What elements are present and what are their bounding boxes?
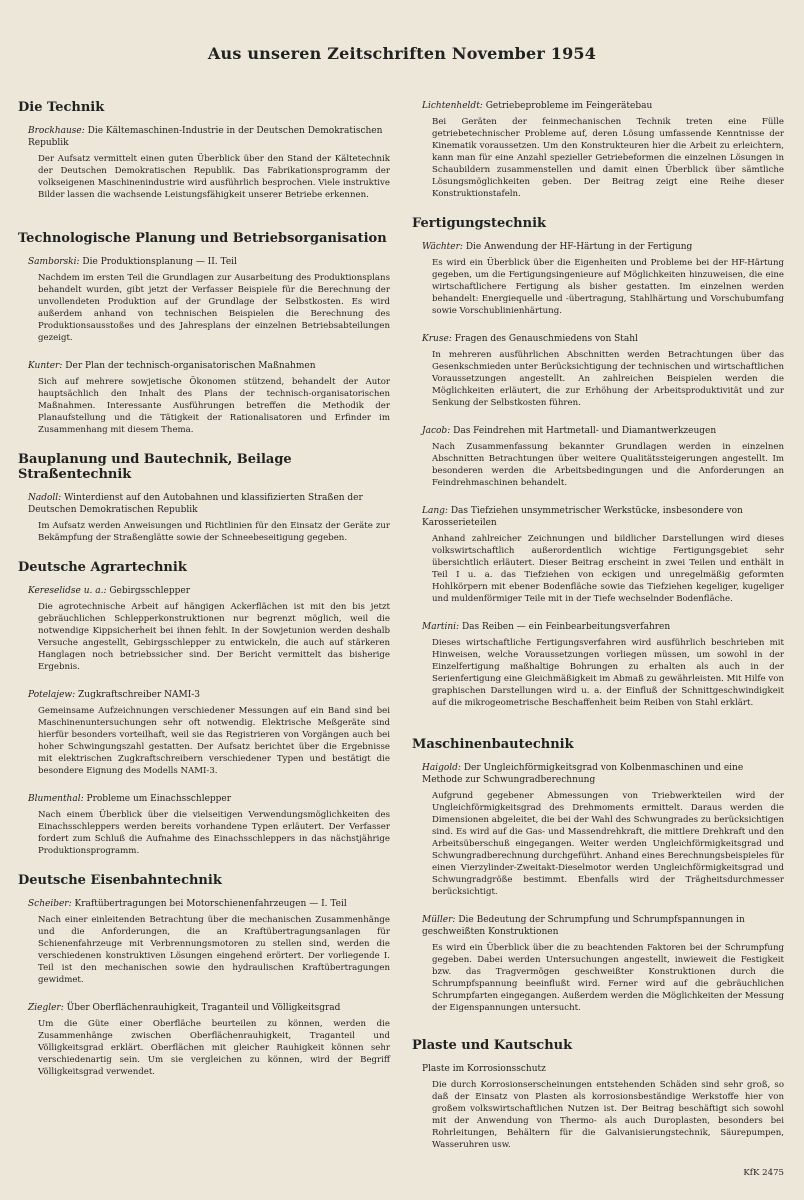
article-body: Aufgrund gegebener Abmessungen von Triebwerkteilen wird der Ungleichförmigkeitsgrad des Drehmoments ermittelt. Daraus werden die Dimensionen abgeleitet, die bei der Wahl des Schwungrades zu berücksichtigen sind. Es wird auf die Gas- und Massendrehkraft, die mittlere Drehkraft und den Arbeitsüberschuß eingegangen. Weiter werden Ungleichförmigkeitsgrad und Schwungradberechnung durchgeführt. Anhand eines Berechnungsbeispieles für einen Vierzylinder-Zweitakt-Dieselmotor werden Ungleichförmigkeitsgrad und Schwungradgröße bestimmt. Ebenfalls wird der Trägheitsdurchmesser berücksichtigt. xyxy=(432,791,784,897)
article xyxy=(28,360,390,436)
article-body: Es wird ein Überblick über die Eigenheiten und Probleme bei der HF-Härtung gegeben, um die Fertigungsingenieure auf Möglichkeiten hinzuweisen, die eine wirtschaftlichere Fertigung als bisher gestatten. Im einzelnen werden behandelt: Energiequelle und -übertragung, Stahlhärtung und Vorschubumfang sowie Vorschublinienhärtung. xyxy=(432,258,784,316)
section-heading: Fertigungstechnik xyxy=(412,216,547,231)
article-header xyxy=(28,585,390,597)
article-body: Sich auf mehrere sowjetische Ökonomen stützend, behandelt der Autor hauptsächlich den Inhalt des Plans der technisch-organisatorischen Maßnahmen. Interessante Ausführungen betreffen die Methodik der Planaufstellung und die Tätigkeit der Rationalisatoren und Erfinder im Zusammenhang mit diesem Thema. xyxy=(38,377,390,435)
article-title: Das Tiefziehen unsymmetrischer Werkstücke, insbesondere von Karosserieteilen xyxy=(422,506,743,528)
article-body: In mehreren ausführlichen Abschnitten werden Betrachtungen über das Gesenkschmieden unter Berücksichtigung der technischen und wirtschaftlichen Voraussetzungen angestellt. An zahlreichen Beispielen werden die Möglichkeiten erläutert, die zur Erhöhung der Arbeitsproduktivität und zur Senkung der Selbstkosten führen. xyxy=(432,350,784,408)
article xyxy=(28,793,390,857)
article xyxy=(422,425,784,489)
article xyxy=(28,689,390,777)
section-heading: Die Technik xyxy=(18,100,105,115)
article-author: Wächter: xyxy=(422,242,463,252)
article-author: Ziegler: xyxy=(28,1003,64,1013)
article-title: Winterdienst auf den Autobahnen und klassifizierten Straßen der Deutschen Demokratischen Republik xyxy=(28,493,363,515)
article-author: Potelajew: xyxy=(28,690,76,700)
article-body: Nach einem Überblick über die vielseitigen Verwendungsmöglichkeiten des Einachsschleppers werden bereits vorhandene Typen erläutert. Der Verfasser fordert zum Schluß die Aufnahme des Einachsschleppers in das nächstjährige Produktionsprogramm. xyxy=(38,810,390,856)
section xyxy=(412,1038,784,1151)
article-title: Probleme um Einachsschlepper xyxy=(86,794,232,804)
article-author: Scheiber: xyxy=(28,899,72,909)
article xyxy=(422,762,784,898)
page-title: Aus unseren Zeitschriften November 1954 xyxy=(207,44,597,63)
article-title: Gebirgsschlepper xyxy=(109,586,191,596)
article-body: Nach Zusammenfassung bekannter Grundlagen werden in einzelnen Abschnitten Betrachtungen über weitere Qualitätssteigerungen angestellt. Im besonderen werden die Arbeitsbedingungen und die Anforderungen an Feindrehmaschinen behandelt. xyxy=(432,442,784,488)
article-body: Gemeinsame Aufzeichnungen verschiedener Messungen auf ein Band sind bei Maschinenuntersuchungen sehr oft notwendig. Elektrische Meßgeräte sind hierfür besonders vorteilhaft, weil sie das Registrieren von Vorgängen auch bei hoher Schwingungszahl gestatten. Der Aufsatz berichtet über die Ergebnisse mit elektrischen Zugkraftschreibern verschiedener Typen und bestätigt die besondere Eignung des Modells NAMI-3. xyxy=(38,706,390,776)
section xyxy=(412,216,784,709)
article-header xyxy=(422,333,784,345)
article-body: Im Aufsatz werden Anweisungen und Richtlinien für den Einsatz der Geräte zur Bekämpfung der Straßenglätte sowie der Schneebeseitigung gegeben. xyxy=(38,521,390,543)
article-header xyxy=(422,1063,784,1075)
article-header xyxy=(422,100,784,112)
article-title: Die Anwendung der HF-Härtung in der Fertigung xyxy=(465,242,693,252)
article xyxy=(28,492,390,544)
article-author: Lang: xyxy=(422,506,448,516)
article-body: Nachdem im ersten Teil die Grundlagen zur Ausarbeitung des Produktionsplans behandelt wurden, gibt jetzt der Verfasser Beispiele für die Berechnung der unvollendeten Produktion auf der Grundlage der Selbstkosten. Es wird außerdem anhand von technischen Beispielen die Berechnung des Produktionsausstoßes und des Jahresplans der einzelnen Betriebsabteilungen gezeigt. xyxy=(38,273,390,343)
article-title: Der Plan der technisch-organisatorischen Maßnahmen xyxy=(65,361,316,371)
article-author: Martini: xyxy=(422,622,460,632)
article-title: Das Feindrehen mit Hartmetall- und Diamantwerkzeugen xyxy=(453,426,717,436)
footer-code: KfK 2475 xyxy=(743,1168,784,1178)
article-title: Der Ungleichförmigkeitsgrad von Kolbenmaschinen und eine Methode zur Schwungradberechnung xyxy=(422,763,744,785)
article-header xyxy=(422,762,784,786)
article-title: Die Kältemaschinen-Industrie in der Deutschen Demokratischen Republik xyxy=(28,126,383,148)
article-body: Die durch Korrosionserscheinungen entstehenden Schäden sind sehr groß, so daß der Einsatz von Plasten als korrosionsbeständige Werkstoffe hier von großem volkswirtschaftlichen Nutzen ist. Der Beitrag beschäftigt sich sowohl mit der Anwendung von Thermo- als auch Duroplasten, besonders bei Rohrleitungen, Behältern für die Galvanisierungstechnik, Säurepumpen, Wasseruhren usw. xyxy=(432,1080,784,1150)
article-header xyxy=(28,793,390,805)
article xyxy=(422,333,784,409)
left-column xyxy=(18,100,390,1094)
article-header xyxy=(422,425,784,437)
article-author: Kereselidse u. a.: xyxy=(28,586,107,596)
article-header xyxy=(422,914,784,938)
article-body: Die agrotechnische Arbeit auf hängigen Ackerflächen ist mit den bis jetzt gebräuchlichen Schlepperkonstruktionen nur begrenzt möglich, weil die notwendige Kippsicherheit bei ihnen fehlt. In der Sowjetunion werden deshalb Versuche angestellt, Gebirgsschlepper zu entwickeln, die auch auf stärkeren Hanglagen noch betriebssicher sind. Der Bericht vermittelt das bisherige Ergebnis. xyxy=(38,602,390,672)
article-body: Bei Geräten der feinmechanischen Technik treten eine Fülle getriebetechnischer Probleme auf, deren Lösung umfassende Kenntnisse der Kinematik voraussetzen. Um den Konstrukteuren hier die Arbeit zu erleichtern, kann man für eine Anzahl spezieller Getriebeformen die einzelnen Lösungen in Schaubildern zusammenstellen und damit einen Überblick über sämtliche Lösungsmöglichkeiten geben. Der Beitrag zeigt eine Reihe dieser Konstruktionstafeln. xyxy=(432,117,784,199)
article-author: Müller: xyxy=(422,915,456,925)
article xyxy=(422,241,784,317)
article-title: Fragen des Genauschmiedens von Stahl xyxy=(454,334,638,344)
section xyxy=(412,737,784,1014)
article-header xyxy=(28,360,390,372)
article xyxy=(28,585,390,673)
article-author: Nadoll: xyxy=(28,493,62,503)
article-body: Um die Güte einer Oberfläche beurteilen zu können, werden die Zusammenhänge zwischen Oberflächenrauhigkeit, Traganteil und Völligkeitsgrad erklärt. Oberflächen mit gleicher Rauhigkeit können sehr verschiedenartig sein. Um sie vergleichen zu können, wird der Begriff Völligkeitsgrad verwendet. xyxy=(38,1019,390,1077)
article-title: Plaste im Korrosionsschutz xyxy=(422,1064,546,1074)
article-title: Kraftübertragungen bei Motorschienenfahrzeugen — I. Teil xyxy=(74,899,347,909)
article-body: Dieses wirtschaftliche Fertigungsverfahren wird ausführlich beschrieben mit Hinweisen, welche Voraussetzungen vorliegen müssen, um sowohl in der Einzelfertigung maßhaltige Bohrungen zu erhalten als auch in der Serienfertigung eine Gleichmäßigkeit im Abmaß zu gewährleisten. Mit Hilfe von graphischen Darstellungen wird u. a. der Einfluß der Schnittgeschwindigkeit auf die mikrogeometrische Beschaffenheit beim Reiben von Stahl erklärt. xyxy=(432,638,784,708)
article-header xyxy=(422,241,784,253)
article xyxy=(28,1002,390,1078)
article-author: Blumenthal: xyxy=(28,794,84,804)
article-header xyxy=(28,898,390,910)
article xyxy=(422,100,784,200)
article-author: Haigold: xyxy=(422,763,461,773)
section xyxy=(18,452,390,544)
article-author: Kunter: xyxy=(28,361,63,371)
article xyxy=(28,898,390,986)
section-heading: Deutsche Agrartechnik xyxy=(18,560,187,575)
article-body: Nach einer einleitenden Betrachtung über die mechanischen Zusammenhänge und die Anforderungen, die an Kraftübertragungsanlagen für Schienenfahrzeuge mit Verbrennungsmotoren zu stellen sind, werden die verschiedenen konstruktiven Lösungen eingehend erörtert. Der vorliegende I. Teil ist den mechanischen sowie den hydraulischen Kraftübertragungen gewidmet. xyxy=(38,915,390,985)
article-author: Samborski: xyxy=(28,257,80,267)
article xyxy=(28,256,390,344)
article-author: Brockhause: xyxy=(28,126,85,136)
section xyxy=(18,231,390,436)
article xyxy=(422,505,784,605)
article-header xyxy=(28,125,390,149)
section-heading: Plaste und Kautschuk xyxy=(412,1038,573,1053)
article-title: Die Produktionsplanung — II. Teil xyxy=(82,257,237,267)
article-author: Kruse: xyxy=(422,334,452,344)
section-heading: Bauplanung und Bautechnik, Beilage Straßentechnik xyxy=(18,452,292,482)
article-title: Über Oberflächenrauhigkeit, Traganteil und Völligkeitsgrad xyxy=(66,1003,341,1013)
section-heading: Maschinenbautechnik xyxy=(412,737,574,752)
section xyxy=(18,873,390,1078)
article-author: Jacob: xyxy=(422,426,451,436)
article-header xyxy=(422,505,784,529)
article xyxy=(422,621,784,709)
section xyxy=(412,100,784,200)
article-title: Zugkraftschreiber NAMI-3 xyxy=(78,690,201,700)
article-body: Der Aufsatz vermittelt einen guten Überblick über den Stand der Kältetechnik der Deutschen Demokratischen Republik. Das Fabrikationsprogramm der volkseigenen Maschinenindustrie wird ausführlich besprochen. Viele instruktive Bilder lassen die wachsende Leistungsfähigkeit unserer Betriebe erkennen. xyxy=(38,154,390,200)
article-header xyxy=(28,689,390,701)
article-body: Anhand zahlreicher Zeichnungen und bildlicher Darstellungen wird dieses volkswirtschaftlich außerordentlich wichtige Fertigungsgebiet sehr übersichtlich erläutert. Dieser Beitrag erscheint in zwei Teilen und enthält in Teil I u. a. das Tiefziehen von eckigen und unregelmäßig geformten Hohlkörpern mit ebener Bodenfläche sowie das Tiefziehen kegeliger, kugeliger und muldenförmiger Teile mit in der Tiefe wechselnder Bodenfläche. xyxy=(432,534,784,604)
article-header xyxy=(28,256,390,268)
article-header xyxy=(28,492,390,516)
article-author: Lichtenheldt: xyxy=(422,101,483,111)
article xyxy=(422,914,784,1014)
article-header xyxy=(422,621,784,633)
article-title: Getriebeprobleme im Feingerätebau xyxy=(485,101,653,111)
section-heading: Technologische Planung und Betriebsorganisation xyxy=(18,231,387,246)
section xyxy=(18,100,390,201)
article xyxy=(28,125,390,201)
article-title: Die Bedeutung der Schrumpfung und Schrumpfspannungen in geschweißten Konstruktionen xyxy=(422,915,745,937)
right-column xyxy=(412,100,784,1179)
article xyxy=(422,1063,784,1151)
section xyxy=(18,560,390,857)
section-heading: Deutsche Eisenbahntechnik xyxy=(18,873,222,888)
article-body: Es wird ein Überblick über die zu beachtenden Faktoren bei der Schrumpfung gegeben. Dabei werden Untersuchungen angestellt, inwieweit die Festigkeit bzw. das Tragvermögen geschweißter Konstruktionen durch die Schrumpfspannung beeinflußt wird. Ferner wird auf die gebräuchlichen Schrumpfarten eingegangen. Außerdem werden die Möglichkeiten der Messung der Eigenspannungen untersucht. xyxy=(432,943,784,1013)
article-title: Das Reiben — ein Feinbearbeitungsverfahren xyxy=(461,622,671,632)
article-header xyxy=(28,1002,390,1014)
